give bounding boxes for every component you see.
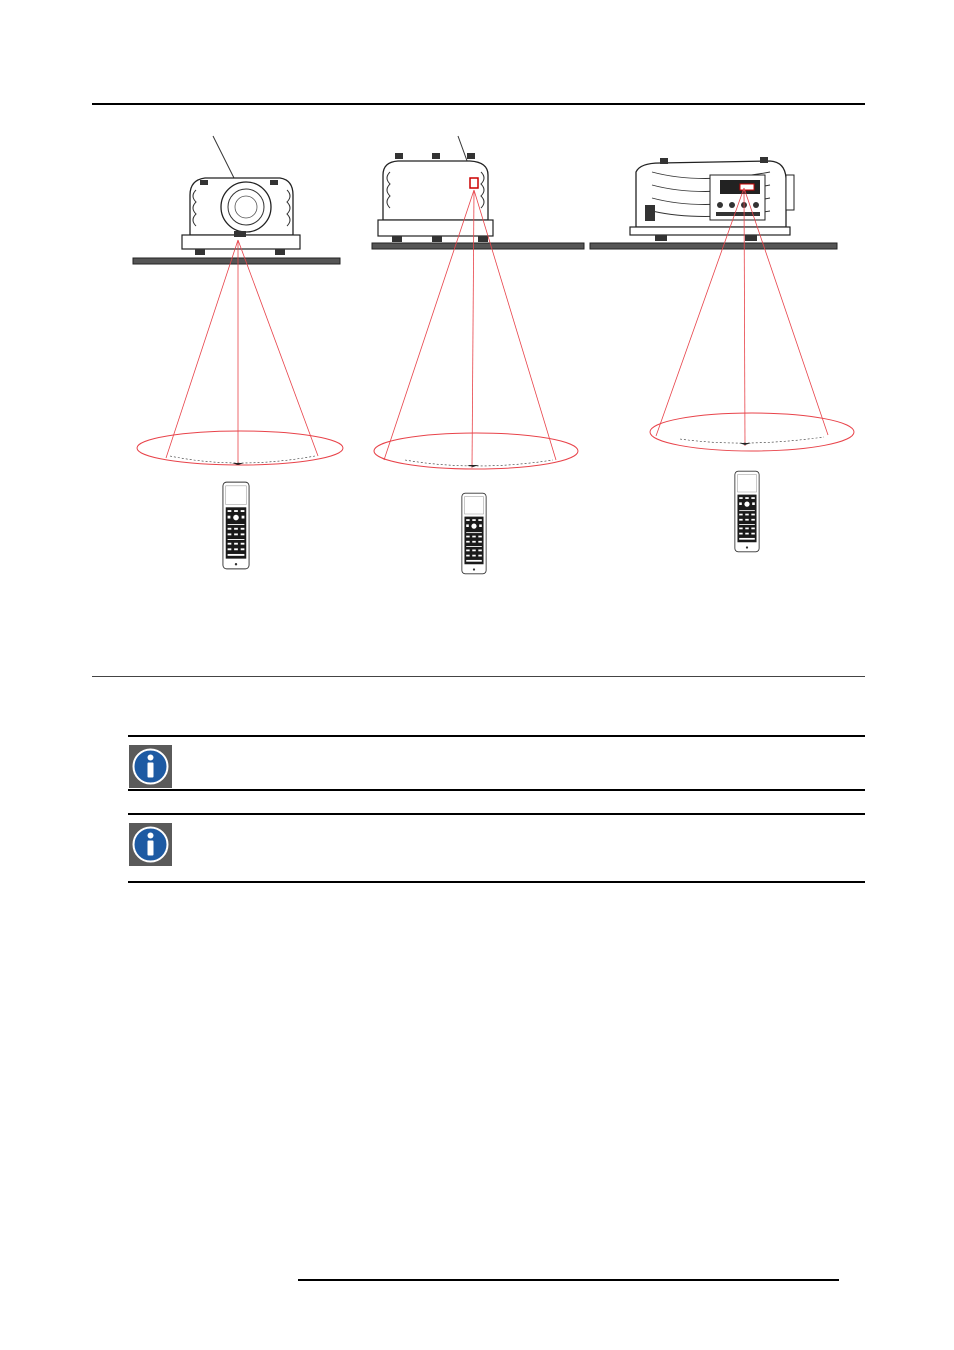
projector-side-view <box>590 157 854 552</box>
info-icon <box>129 745 172 788</box>
note-1-top-rule <box>128 735 865 737</box>
note-2-top-rule <box>128 813 865 815</box>
note-1-bottom-rule <box>128 789 865 791</box>
footer-rule <box>298 1279 839 1281</box>
section-divider <box>92 676 865 677</box>
projector-rear-view <box>372 136 584 574</box>
info-icon <box>129 823 172 866</box>
projector-front-view <box>133 136 343 569</box>
note-2-bottom-rule <box>128 881 865 883</box>
